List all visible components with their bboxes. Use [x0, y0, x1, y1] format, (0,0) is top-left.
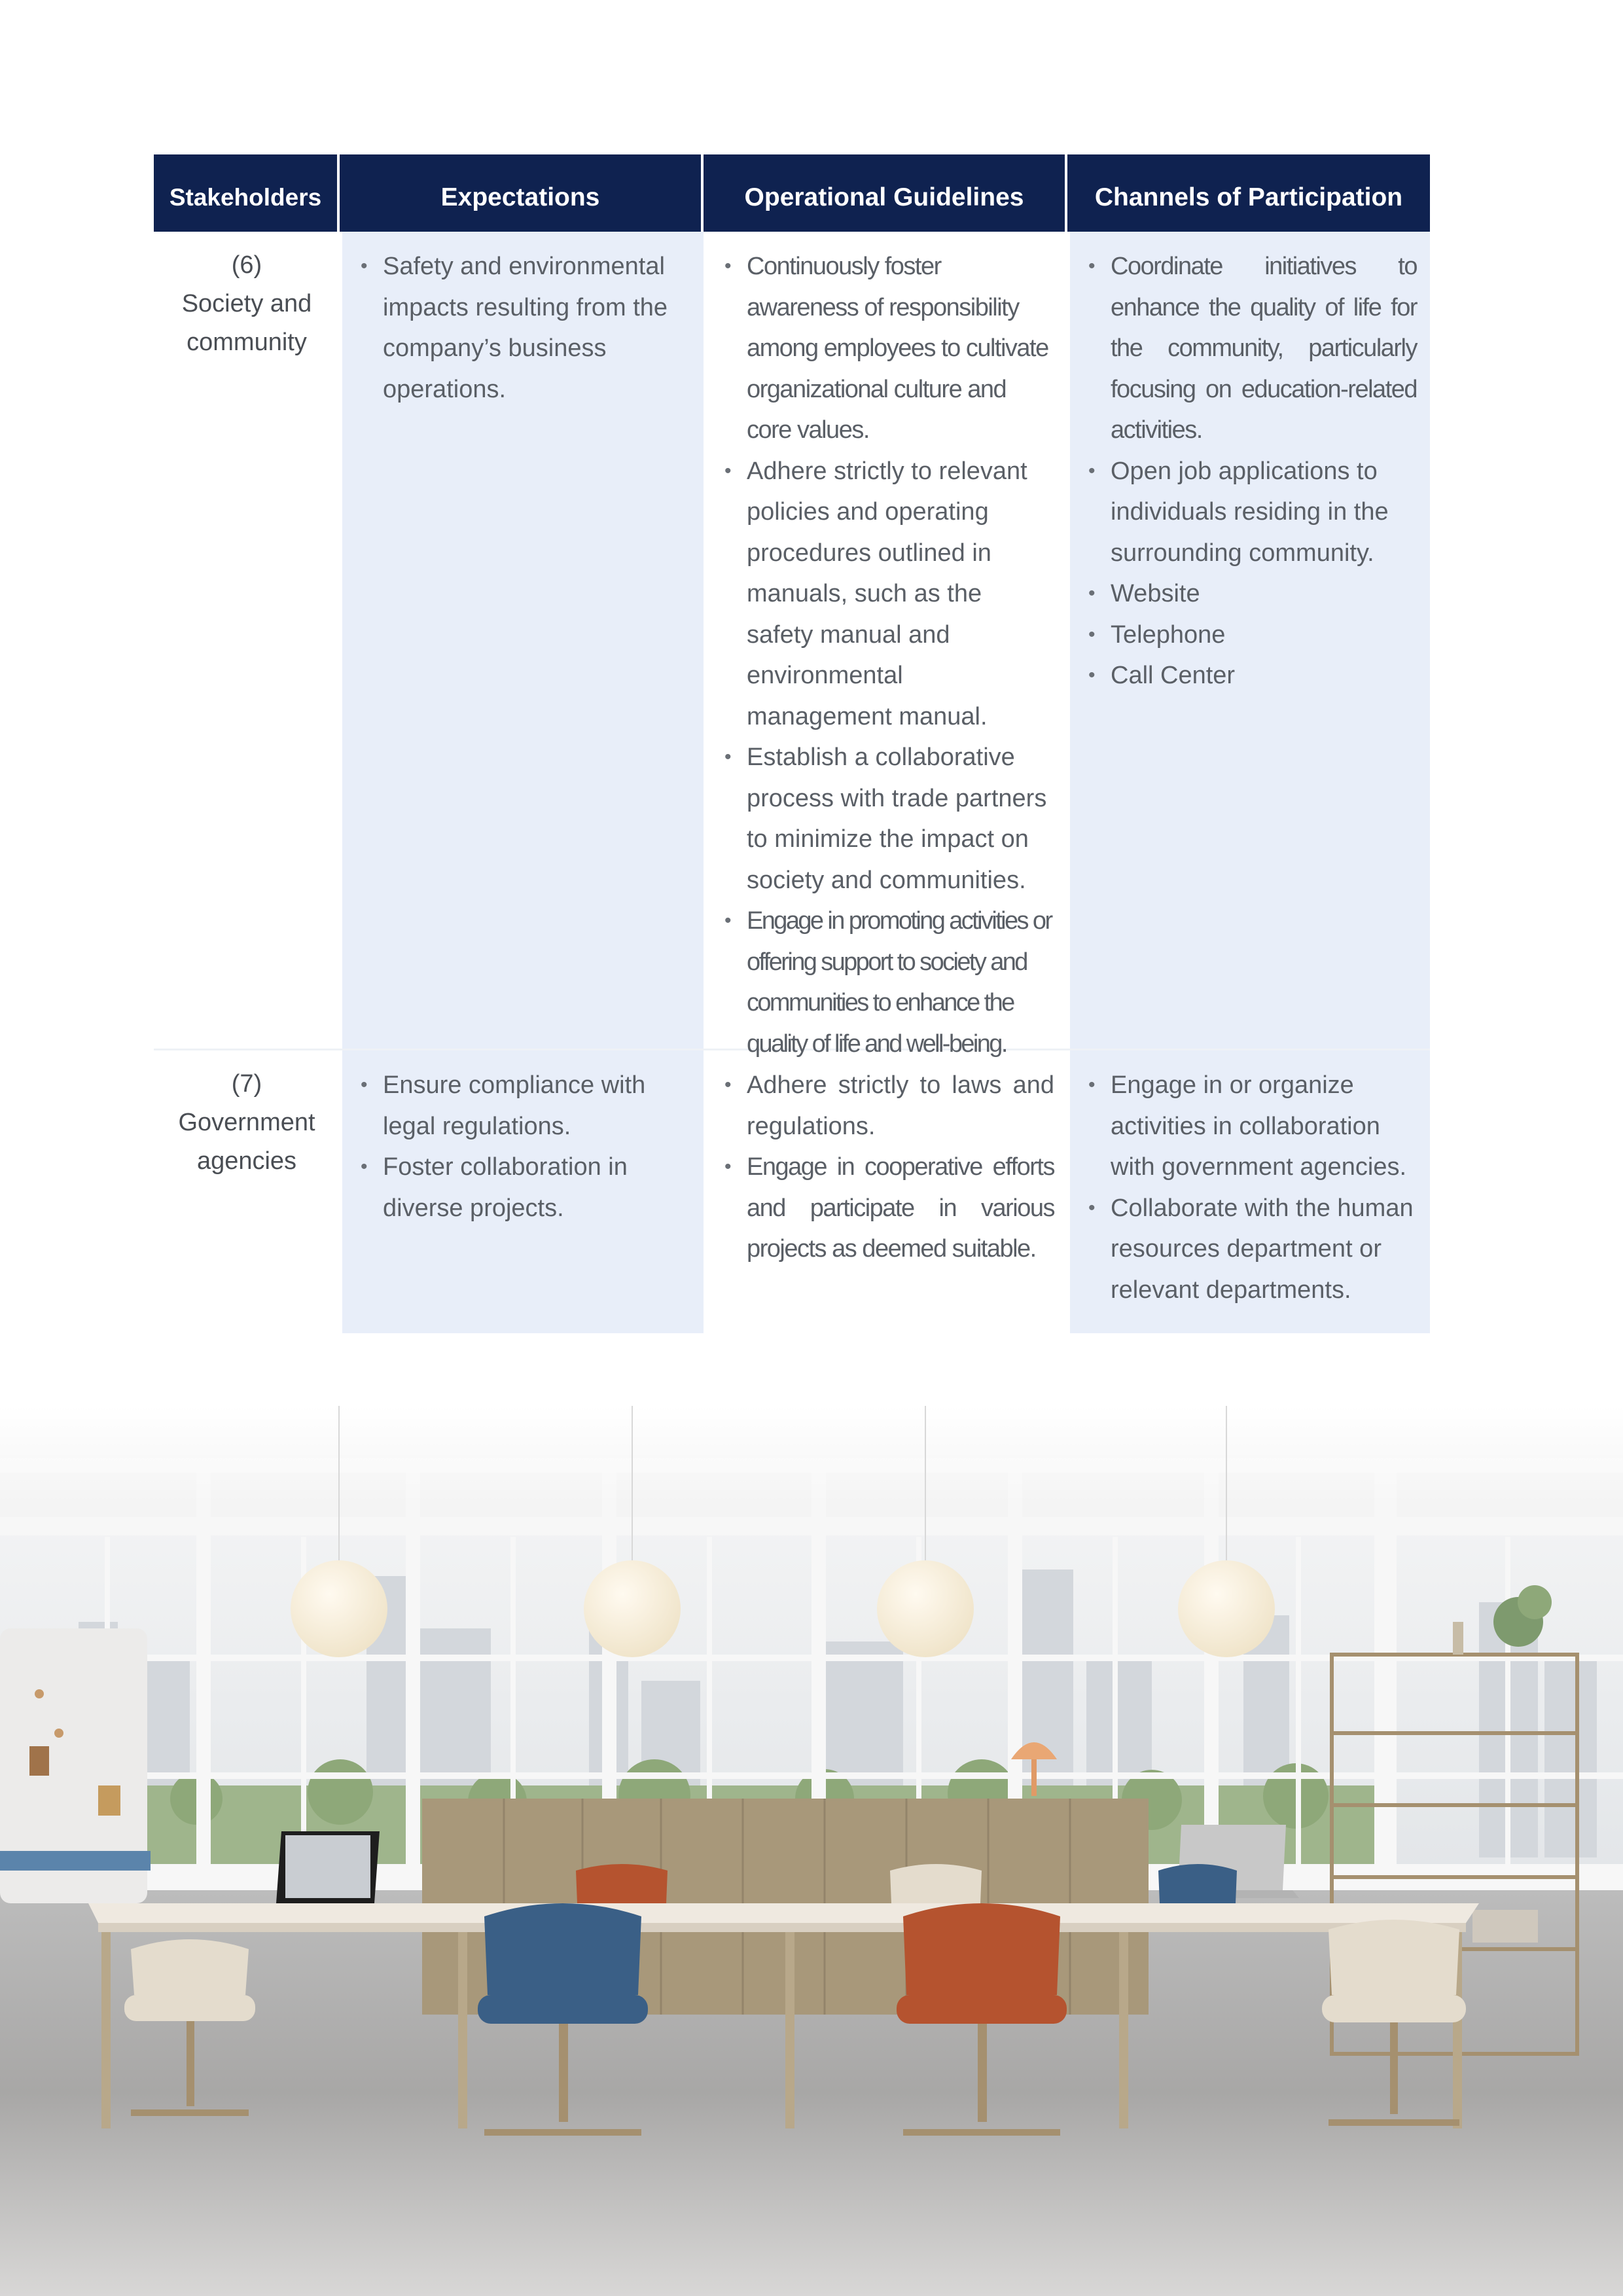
- stakeholder-name-line: Government: [178, 1109, 315, 1136]
- list-item: • Adhere strictly to relevant policies and operating procedures outlined in manuals, such as the safety manual and environmental management manual.: [724, 451, 1054, 738]
- channels-cell: [1067, 232, 1430, 1049]
- office-interior-photo: [0, 1406, 1623, 2296]
- list-item: • Ensure compliance with legal regulations.: [361, 1065, 690, 1147]
- header-channels-of-participation: Channels of Participation: [1067, 154, 1430, 232]
- table-header: [154, 154, 1430, 232]
- table-row: [154, 232, 1430, 1058]
- header-stakeholders: Stakeholders: [154, 154, 340, 232]
- list-item: • Engage in cooperative efforts and participate in various projects as deemed suitable.: [724, 1147, 1054, 1270]
- stakeholder-name-line: community: [187, 329, 307, 356]
- list-item: • Telephone: [1088, 615, 1417, 656]
- list-item: • Establish a collaborative process with trade partners to minimize the impact on society and communities.: [724, 737, 1054, 901]
- stakeholder-name-line: agencies: [196, 1147, 297, 1175]
- list-item: • Engage in or organize activities in collaboration with government agencies.: [1088, 1065, 1417, 1188]
- list-item: • Foster collaboration in diverse projects.: [361, 1147, 690, 1229]
- list-item: • Collaborate with the human resources department or relevant departments.: [1088, 1188, 1417, 1311]
- list-item: • Coordinate initiatives to enhance the quality of life for the community, particularly focusing on education-related activities.: [1088, 246, 1417, 451]
- expectations-cell: [340, 232, 704, 1049]
- header-expectations: Expectations: [340, 154, 704, 232]
- list-item: • Engage in promoting activities or offering support to society and communities to enhance the quality of life and well-being.: [724, 901, 1054, 1064]
- list-item: • Safety and environmental impacts resulting from the company’s business operations.: [361, 246, 690, 410]
- stakeholder-number: (7): [231, 1070, 262, 1098]
- list-item: • Adhere strictly to laws and regulations.: [724, 1065, 1054, 1147]
- table-row: [154, 1050, 1430, 1333]
- list-item: • Website: [1088, 573, 1417, 615]
- channels-cell: [1067, 1050, 1430, 1333]
- stakeholder-name-line: Society and: [181, 290, 312, 317]
- header-operational-guidelines: Operational Guidelines: [704, 154, 1067, 232]
- expectations-cell: [340, 1050, 704, 1333]
- guidelines-cell: [704, 232, 1067, 1058]
- list-item: • Open job applications to individuals residing in the surrounding community.: [1088, 451, 1417, 574]
- stakeholder-number: (6): [231, 251, 262, 279]
- guidelines-cell: [704, 1050, 1067, 1333]
- list-item: • Continuously foster awareness of responsibility among employees to cultivate organizational culture and core values.: [724, 246, 1054, 451]
- list-item: • Call Center: [1088, 655, 1417, 696]
- stakeholder-cell: [154, 232, 340, 1049]
- stakeholder-table: [154, 154, 1430, 1333]
- stakeholder-cell: [154, 1050, 340, 1333]
